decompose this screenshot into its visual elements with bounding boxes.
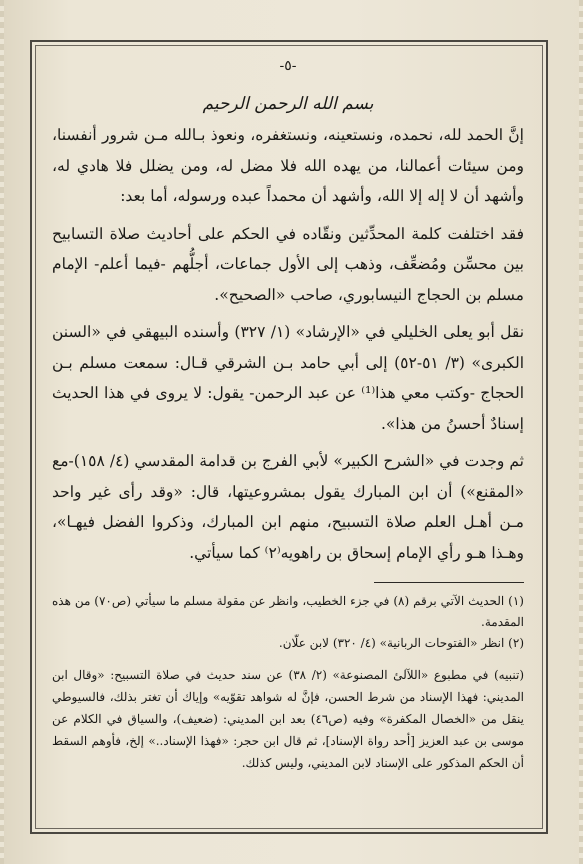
page-number: -٥- xyxy=(279,58,297,74)
paragraph-disagreement: فقد اختلفت كلمة المحدِّثين ونقّاده في الحكم على أحاديث صلاة التسابيح بين محسِّن ومُضعِّف، وذهب إلى الأول جماعات، أجلُّهم -فيما أعلم- الإمام مسلم بن الحجاج النيسابوري، صاحب «الصحيح». xyxy=(52,224,524,304)
footnote-tanbih: (تنبيه) في مطبوع «اللآلئ المصنوعة» (٢/ ٣٨) عن سند حديث في صلاة التسبيح: «وقال ابن المديني: فهذا الإسناد من شرط الحسن، فإنَّ له شواهد تقوّيه» وإياك أن تغتر بذلك، فالسيوطي ينقل من «الخصال المكفرة» وفيه (ص٤٦) بعد ابن المديني: (ضعيف)، والسياق في الكلام عن موسى بن عبد العزيز [أحد رواة الإسناد]، ثم قال ابن حجر: «فهذا الإسناد..» إلخ، فأوهم السقط أن الحكم المذكور على الإسناد لابن المديني، وليس كذلك. xyxy=(52,668,525,770)
paragraph-opening: إنَّ الحمد لله، نحمده، ونستعينه، ونستغفره، ونعوذ بـالله مـن شرور أنفسنا، ومن سيئات أعمالنا، من يهده الله فلا مضل له، ومن يضلل فلا هادي له، وأشهد أن لا إله إلا الله، وأشهد أن محمداً عبده ورسوله، أما بعد: xyxy=(52,126,524,205)
page-content xyxy=(52,58,525,816)
paragraph-ibn-qudama: ثم وجدت في «الشرح الكبير» لأبي الفرج بن قدامة المقدسي (٤/ ١٥٨)-مع «المقنع») أن ابن المبارك يقول بمشروعيتها، قال: «وقد رأى غير واحد مـن أهـل العلم صلاة التسبيح، منهم ابن المبارك، وذكروا الفضل فيهـا»، وهـذا هـو رأي الإمام إسحاق بن راهويه⁽٢⁾ كما سيأتي. xyxy=(52,452,524,562)
page-edge-left xyxy=(0,0,4,864)
footnote-2: (٢) انظر «الفتوحات الربانية» (٤/ ٣٢٠) لابن علّان. xyxy=(278,636,524,650)
footnote-divider xyxy=(374,582,524,583)
page-edge-right xyxy=(579,0,583,864)
footnote-1: (١) الحديث الآتي برقم (٨) في جزء الخطيب، وانظر عن مقولة مسلم ما سيأتي (ص٧٠) من هذه المقدمة. xyxy=(52,594,524,629)
paragraph-khalili-quote: نقل أبو يعلى الخليلي في «الإرشاد» (١/ ٣٢٧) وأسنده البيهقي في «السنن الكبرى» (٣/ ٥١-٥٢) إلى أبي حامد بـن الشرقي قـال: سمعت مسلم بـن الحجاج -وكتب معي هذا⁽¹⁾ عن عبد الرحمن- يقول: لا يروى في هذا الحديث إسنادٌ أحسنُ من هذا». xyxy=(52,323,525,433)
basmala-heading: بسم الله الرحمن الرحيم xyxy=(202,94,374,114)
